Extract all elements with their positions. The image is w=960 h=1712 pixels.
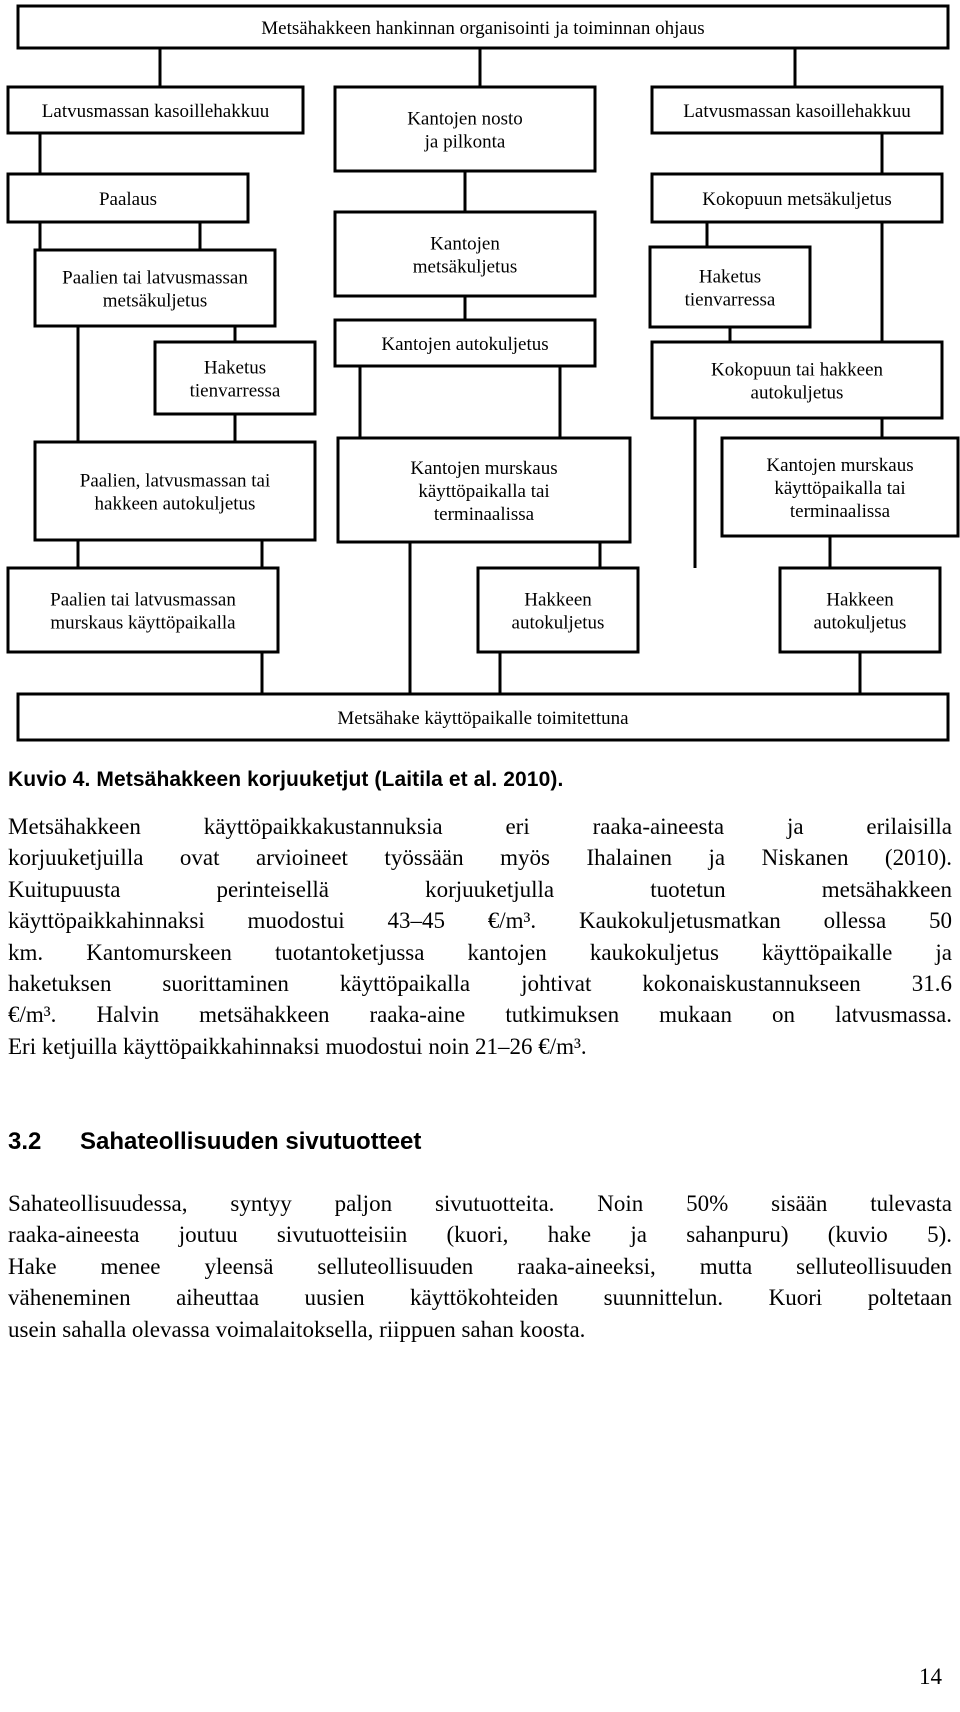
box-label: Kantojen nosto — [407, 108, 523, 130]
box-label: Metsähakkeen hankinnan organisointi ja toiminnan ohjaus — [261, 18, 705, 39]
box-paalien-metsakuljetus — [35, 250, 275, 326]
box-label: hakkeen autokuljetus — [94, 493, 256, 515]
text-line: Hake menee yleensä selluteollisuuden raaka-aineeksi, mutta selluteollisuuden — [8, 1253, 952, 1279]
box-haketus-tienvarressa-left — [155, 342, 315, 414]
box-haketus-tienvarressa-right — [650, 247, 810, 327]
box-label: Paalien tai latvusmassan — [62, 267, 248, 289]
box-label: Paalien, latvusmassan tai — [79, 470, 271, 492]
paragraph-sawmill — [8, 1188, 952, 1345]
box-lk-left — [8, 87, 303, 133]
box-label: ja pilkonta — [424, 131, 506, 153]
box-label: terminaalissa — [789, 501, 891, 522]
page-number: 14 — [919, 1664, 942, 1689]
box-label: metsäkuljetus — [102, 290, 208, 312]
text-line: Sahateollisuudessa, syntyy paljon sivutuotteita. Noin 50% sisään tulevasta — [8, 1191, 952, 1216]
paragraph-costs — [8, 811, 952, 1062]
text-line: Kuitupuusta perinteisellä korjuuketjulla tuotetun metsähakkeen — [8, 876, 952, 902]
box-label: Hakkeen — [826, 589, 894, 611]
text-line: €/m³. Halvin metsähakkeen raaka-aine tutkimuksen mukaan on latvusmassa. — [8, 1002, 952, 1028]
box-label: tienvarressa — [189, 380, 281, 402]
box-label: Kantojen murskaus — [410, 458, 558, 479]
box-toimitettuna — [18, 694, 948, 740]
text-line: Eri ketjuilla käyttöpaikkahinnaksi muodostui noin 21–26 €/m³. — [8, 1033, 587, 1059]
figure-caption: Kuvio 4. Metsähakkeen korjuuketjut (Laitila et al. 2010). — [8, 768, 564, 791]
harvesting-chain-diagram — [0, 0, 960, 760]
box-label: käyttöpaikalla tai — [774, 478, 906, 499]
box-kantojen-autokuljetus — [335, 320, 595, 366]
box-label: metsäkuljetus — [412, 256, 518, 278]
text-line: korjuuketjuilla ovat arvioineet työssään myös Ihalainen ja Niskanen (2010). — [8, 845, 952, 871]
section-heading — [8, 1128, 421, 1156]
box-kokopuun-metsakuljetus — [652, 174, 942, 222]
box-label: Paalaus — [98, 189, 158, 210]
box-label: murskaus käyttöpaikalla — [50, 612, 236, 634]
box-title — [18, 6, 948, 48]
box-hakkeen-autokuljetus-right — [780, 568, 940, 652]
box-label: Paalien tai latvusmassan — [50, 589, 236, 611]
box-label: Latvusmassan kasoillehakkuu — [41, 101, 270, 122]
box-paalien-autokuljetus — [35, 442, 315, 540]
box-label: Kantojen murskaus — [766, 455, 914, 476]
section-title: Sahateollisuuden sivutuotteet — [80, 1128, 422, 1155]
box-lk-right — [652, 87, 942, 133]
box-label: terminaalissa — [433, 504, 535, 525]
box-label: käyttöpaikalla tai — [418, 481, 550, 502]
box-label: Latvusmassan kasoillehakkuu — [683, 101, 911, 122]
section-number: 3.2 — [8, 1128, 42, 1155]
box-label: Kantojen — [430, 233, 500, 255]
box-murskaus-mid — [338, 438, 630, 542]
box-label: autokuljetus — [813, 612, 907, 634]
box-label: autokuljetus — [750, 382, 844, 404]
text-line: raaka-aineesta joutuu sivutuotteisiin (kuori, hake ja sahanpuru) (kuvio 5). — [8, 1222, 952, 1248]
box-label: Hakkeen — [524, 589, 592, 611]
text-line: usein sahalla olevassa voimalaitoksella, riippuen sahan koosta. — [8, 1316, 586, 1342]
text-line: Metsähakkeen käyttöpaikkakustannuksia eri raaka-aineesta ja erilaisilla — [8, 814, 952, 839]
box-label: autokuljetus — [511, 612, 605, 634]
box-label: Kokopuun metsäkuljetus — [702, 189, 892, 210]
box-kokopuun-autokuljetus — [652, 342, 942, 418]
text-line: km. Kantomurskeen tuotantoketjussa kantojen kaukokuljetus käyttöpaikalle ja — [8, 939, 952, 965]
box-murskaus-right — [722, 438, 958, 536]
box-label: tienvarressa — [684, 289, 776, 311]
box-kantojen-nosto — [335, 87, 595, 171]
box-label: Kokopuun tai hakkeen — [710, 359, 884, 381]
box-label: Kantojen autokuljetus — [381, 334, 549, 355]
box-label: Haketus — [698, 266, 762, 288]
box-label: Haketus — [203, 357, 267, 379]
text-line: käyttöpaikkahinnaksi muodostui 43–45 €/m³. Kaukokuljetusmatkan ollessa 50 — [8, 908, 952, 934]
box-kantojen-metsakuljetus — [335, 212, 595, 296]
box-paalien-murskaus — [8, 568, 278, 652]
text-line: haketuksen suorittaminen käyttöpaikalla johtivat kokonaiskustannukseen 31.6 — [8, 971, 952, 997]
box-paalaus — [8, 174, 248, 222]
box-hakkeen-autokuljetus-mid — [478, 568, 638, 652]
text-line: väheneminen aiheuttaa uusien käyttökohteiden suunnittelun. Kuori poltetaan — [8, 1285, 952, 1311]
box-label: Metsähake käyttöpaikalle toimitettuna — [337, 708, 629, 729]
